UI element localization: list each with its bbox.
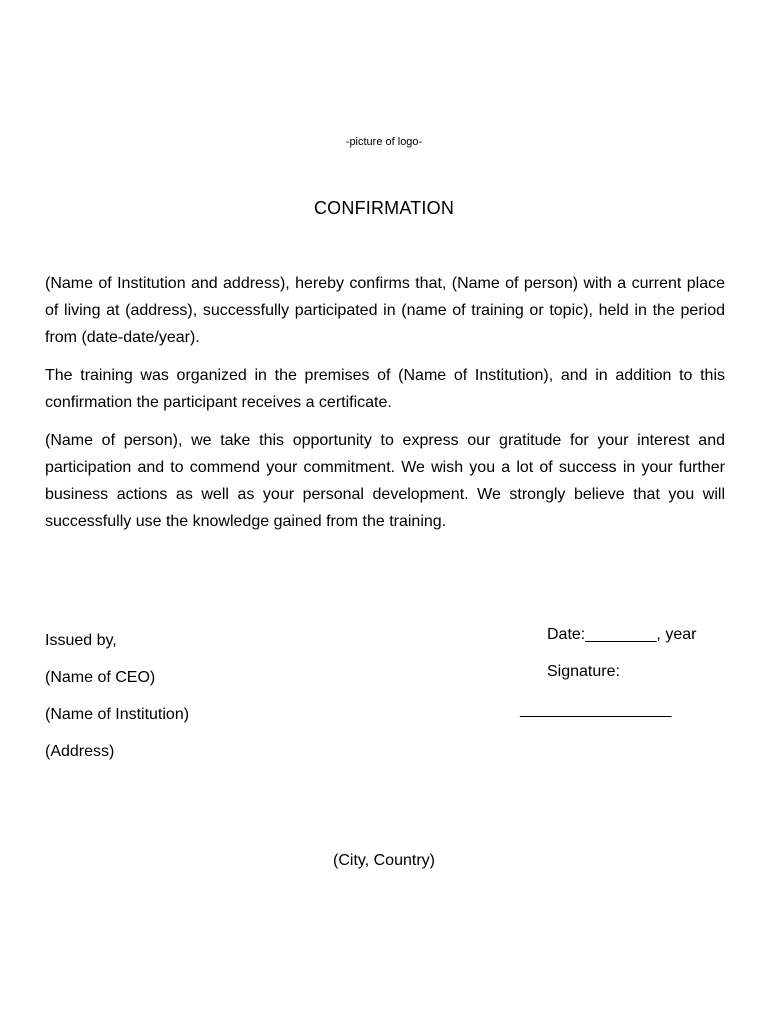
signature-line: _________________ bbox=[520, 701, 672, 718]
paragraph-confirmation: (Name of Institution and address), hereby confirms that, (Name of person) with a current place of living at (address), successfully participated in (name of training or topic), held in the period from (date-date/year). bbox=[45, 275, 725, 346]
institution-name: (Name of Institution) bbox=[45, 706, 190, 723]
institution-address: (Address) bbox=[45, 743, 115, 760]
document-title: CONFIRMATION bbox=[313, 198, 455, 218]
city-country: (City, Country) bbox=[333, 852, 435, 869]
paragraph-training-location: The training was organized in the premises of (Name of Institution), and in addition to this confirmation the participant receives a certificate. bbox=[45, 367, 725, 411]
logo-placeholder: -picture of logo- bbox=[345, 136, 423, 148]
paragraph-gratitude: (Name of person), we take this opportunity to express our gratitude for your interest and participation and to commend your commitment. We wish you a lot of success in your further business actions as well as your personal development. We strongly believe that you will successfully use the knowledge gained from the training. bbox=[45, 432, 725, 530]
date-field: Date:________, year bbox=[547, 626, 697, 643]
issued-by-label: Issued by, bbox=[45, 632, 117, 649]
issuer-block bbox=[45, 622, 189, 770]
ceo-name: (Name of CEO) bbox=[45, 669, 156, 686]
signature-label: Signature: bbox=[547, 663, 620, 680]
